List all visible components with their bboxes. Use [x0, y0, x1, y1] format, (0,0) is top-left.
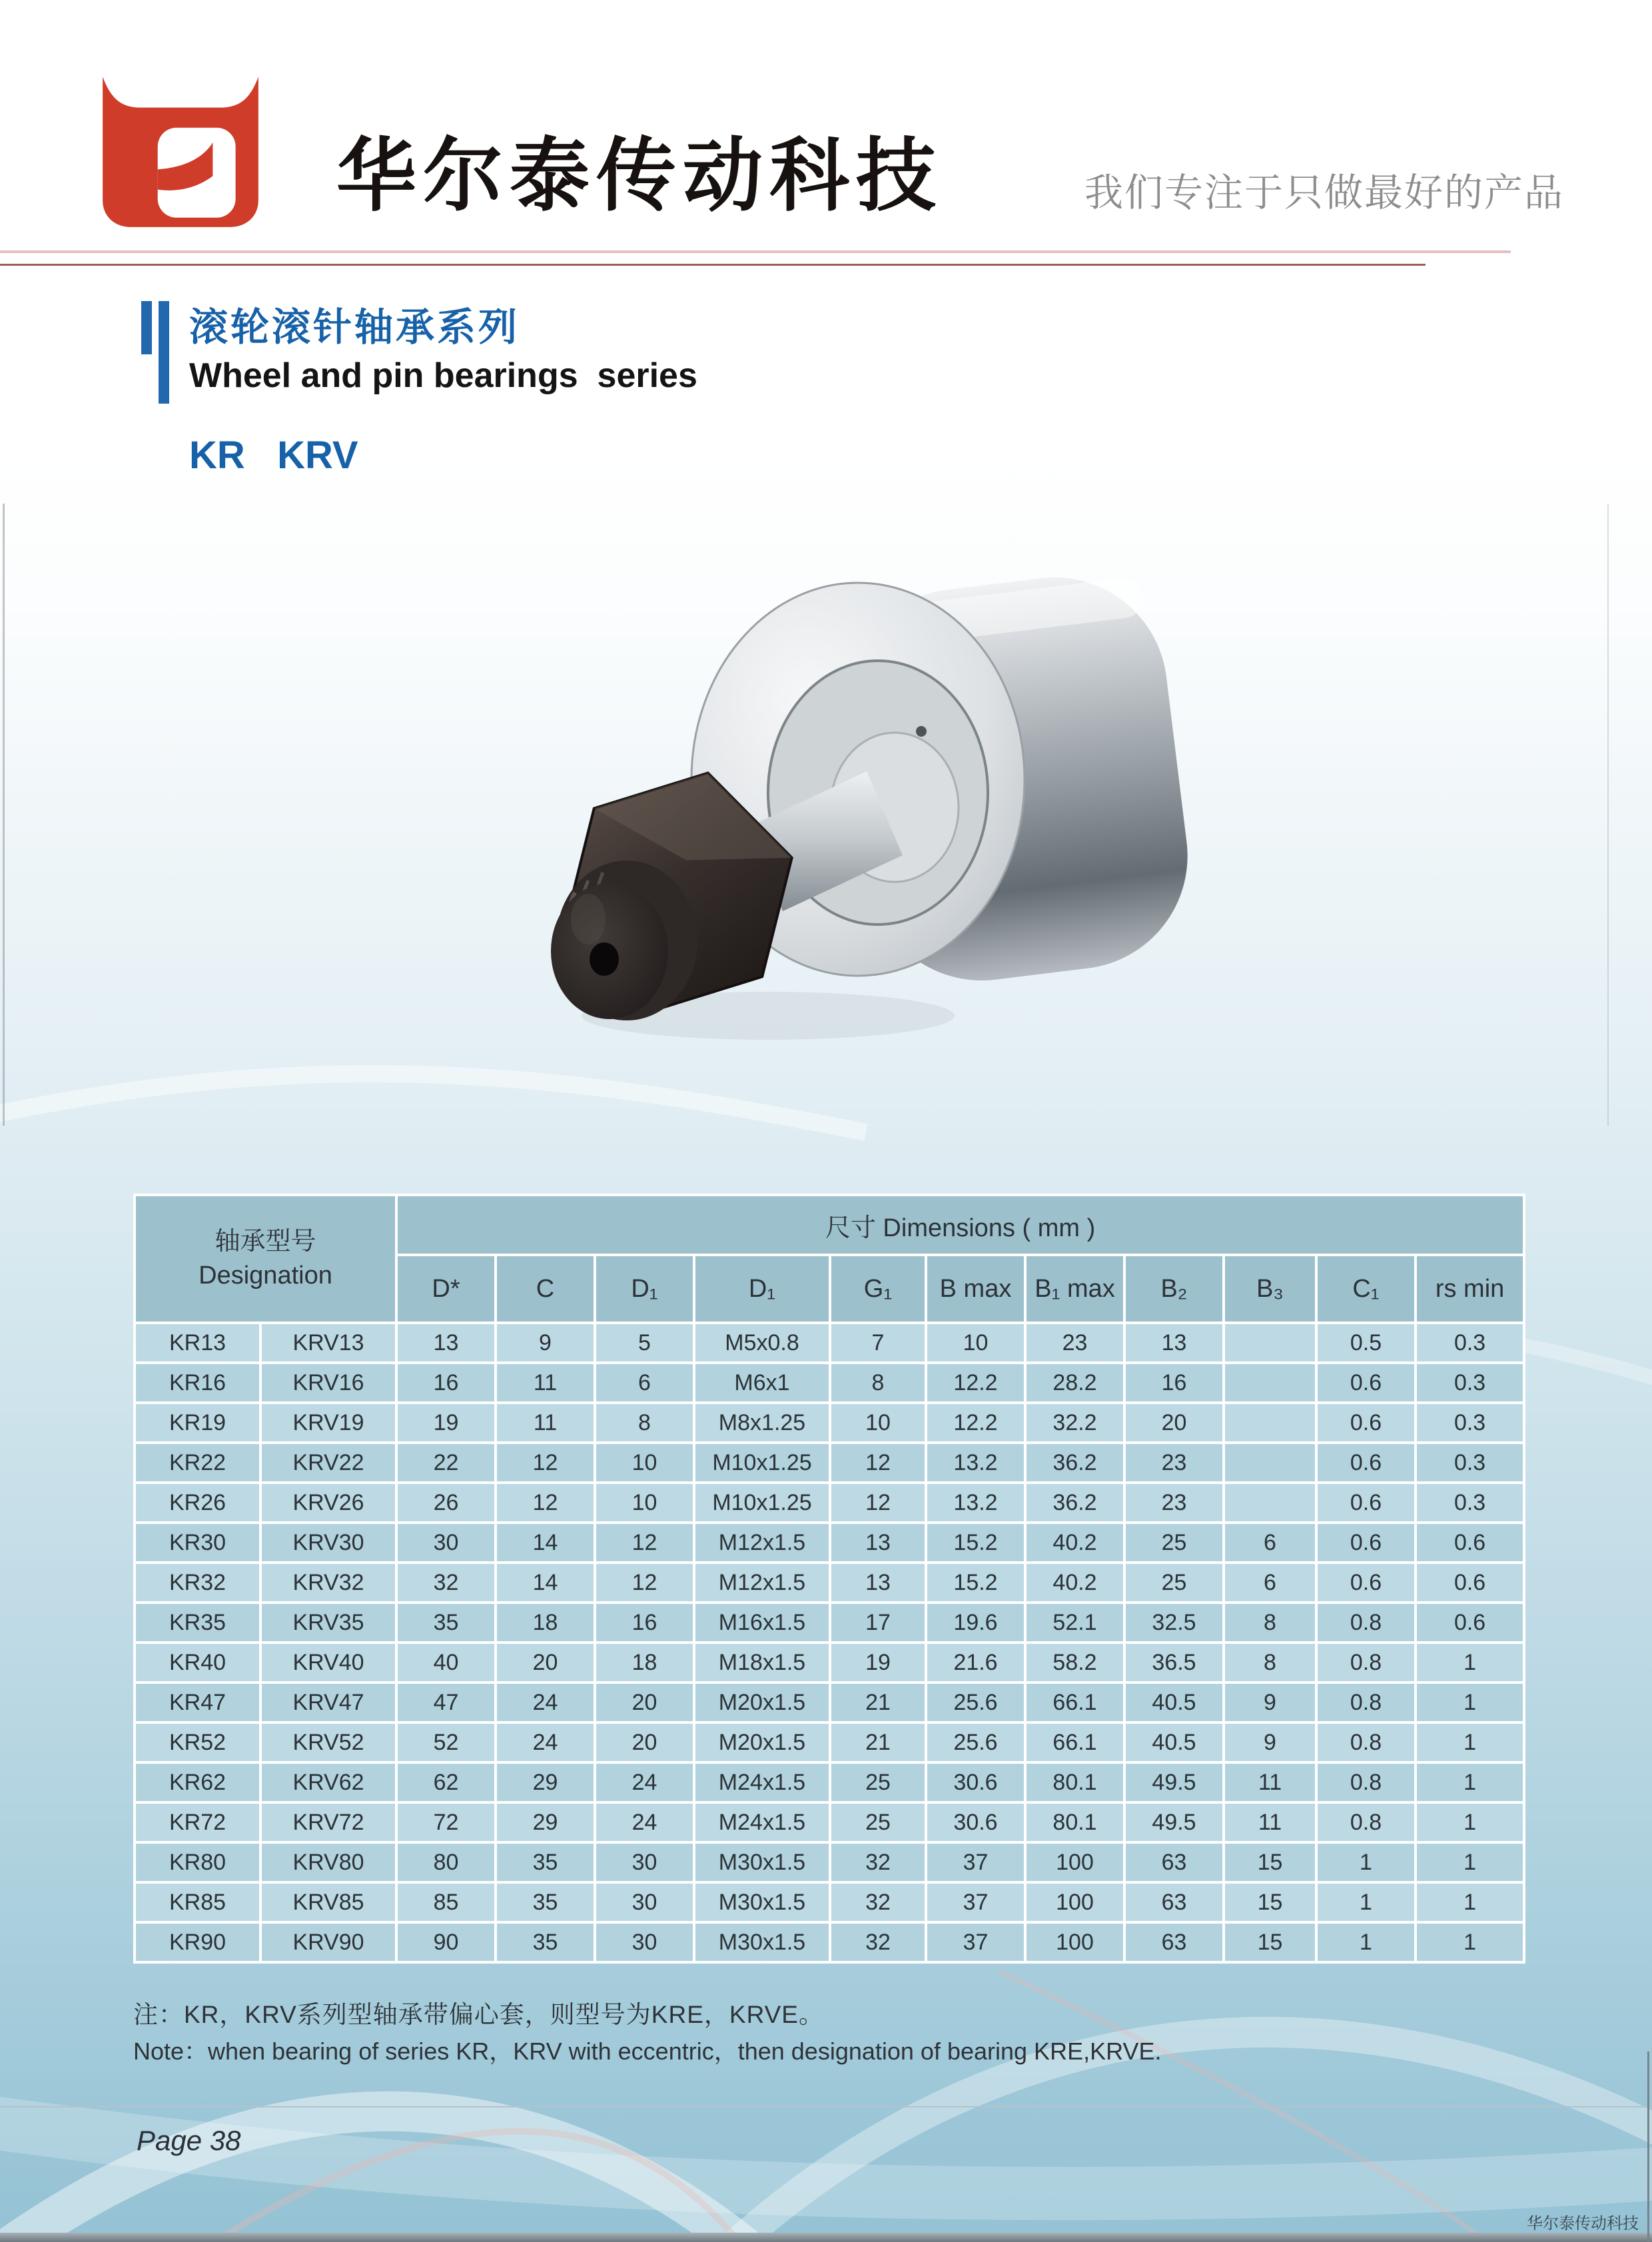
table-cell: 12: [596, 1524, 693, 1561]
table-cell: 36.2: [1027, 1444, 1123, 1481]
table-cell: KRV19: [262, 1404, 395, 1441]
table-cell: M30x1.5: [695, 1884, 829, 1921]
table-cell: 11: [1225, 1764, 1315, 1801]
dimensions-header: 尺寸 Dimensions ( mm ): [398, 1196, 1523, 1254]
note-zh: 注：KR，KRV系列型轴承带偏心套，则型号为KRE，KRVE。: [133, 2001, 824, 2028]
table-row: [136, 1804, 1523, 1841]
table-cell: 20: [596, 1684, 693, 1721]
table-cell: 22: [398, 1444, 494, 1481]
table-cell: 23: [1126, 1484, 1222, 1521]
table-cell: 30: [398, 1524, 494, 1561]
table-cell: 8: [596, 1404, 693, 1441]
table-cell: 80: [398, 1844, 494, 1881]
table-cell: 62: [398, 1764, 494, 1801]
table-cell: KRV40: [262, 1644, 395, 1681]
table-cell: 23: [1126, 1444, 1222, 1481]
table-cell: 0.6: [1318, 1484, 1414, 1521]
table-cell: 25.6: [927, 1724, 1024, 1761]
table-cell: 15: [1225, 1884, 1315, 1921]
table-cell: 8: [1225, 1604, 1315, 1641]
table-cell: 12.2: [927, 1404, 1024, 1441]
series-title-en: Wheel and pin bearings series: [189, 356, 697, 395]
table-cell: M5x0.8: [695, 1324, 829, 1361]
table-header-row-top: [136, 1196, 1523, 1254]
series-models: KR KRV: [189, 434, 358, 477]
table-cell: 12.2: [927, 1364, 1024, 1401]
table-cell: 35: [398, 1604, 494, 1641]
table-cell: KR13: [136, 1324, 259, 1361]
table-cell: M6x1: [695, 1364, 829, 1401]
table-cell: KRV90: [262, 1924, 395, 1961]
table-cell: 17: [831, 1604, 925, 1641]
series-title-zh: 滚轮滚针轴承系列: [189, 306, 520, 349]
table-cell: 30: [596, 1844, 693, 1881]
table-cell: 24: [497, 1724, 594, 1761]
table-cell: 63: [1126, 1884, 1222, 1921]
table-cell: 13.2: [927, 1444, 1024, 1481]
page-right-edge: [1647, 2052, 1649, 2242]
table-cell: 66.1: [1027, 1724, 1123, 1761]
table-cell: 63: [1126, 1924, 1222, 1961]
table-cell: 0.3: [1417, 1324, 1523, 1361]
header-divider-top: [0, 250, 1511, 253]
table-cell: 0.6: [1318, 1444, 1414, 1481]
table-cell: M24x1.5: [695, 1804, 829, 1841]
table-cell: 13.2: [927, 1484, 1024, 1521]
table-row: [136, 1724, 1523, 1761]
table-cell: 32.5: [1126, 1604, 1222, 1641]
footer-divider: [0, 2106, 1652, 2107]
table-cell: 7: [831, 1324, 925, 1361]
table-cell: 32: [831, 1884, 925, 1921]
table-cell: KRV62: [262, 1764, 395, 1801]
footer-watermark: 华尔泰传动科技: [1527, 2215, 1639, 2233]
table-cell: KRV47: [262, 1684, 395, 1721]
table-cell: 6: [1225, 1524, 1315, 1561]
table-cell: 40.5: [1126, 1684, 1222, 1721]
table-cell: 85: [398, 1884, 494, 1921]
table-cell: 9: [1225, 1724, 1315, 1761]
table-cell: 80.1: [1027, 1804, 1123, 1841]
table-cell: 36.2: [1027, 1484, 1123, 1521]
table-cell: 72: [398, 1804, 494, 1841]
table-cell: KRV13: [262, 1324, 395, 1361]
table-cell: 25: [831, 1804, 925, 1841]
table-row: [136, 1484, 1523, 1521]
table-cell: 6: [1225, 1564, 1315, 1601]
table-cell: 0.6: [1417, 1564, 1523, 1601]
table-cell: M20x1.5: [695, 1684, 829, 1721]
designation-header-zh: 轴承型号: [214, 1227, 316, 1256]
designation-header: [136, 1196, 395, 1321]
table-cell: 1: [1417, 1684, 1523, 1721]
table-cell: 49.5: [1126, 1764, 1222, 1801]
table-row: [136, 1324, 1523, 1361]
table-cell: 23: [1027, 1324, 1123, 1361]
table-cell: KR32: [136, 1564, 259, 1601]
column-header: D₁: [596, 1256, 693, 1321]
column-header: B₃: [1225, 1256, 1315, 1321]
table-cell: 21: [831, 1724, 925, 1761]
table-cell: 30: [596, 1924, 693, 1961]
table-body: [136, 1324, 1523, 1961]
table-cell: 20: [497, 1644, 594, 1681]
column-header: D₁: [695, 1256, 829, 1321]
note-en: Note：when bearing of series KR，KRV with eccentric，then designation of bearing KRE,KRVE.: [133, 2038, 1162, 2065]
company-tagline: 我们专注于只做最好的产品: [1084, 171, 1565, 214]
table-cell: KRV80: [262, 1844, 395, 1881]
table-row: [136, 1644, 1523, 1681]
table-cell: 12: [831, 1444, 925, 1481]
table-cell: 32: [831, 1844, 925, 1881]
column-header: C: [497, 1256, 594, 1321]
table-cell: M18x1.5: [695, 1644, 829, 1681]
table-cell: [1225, 1444, 1315, 1481]
table-cell: 1: [1318, 1884, 1414, 1921]
table-cell: 25: [1126, 1524, 1222, 1561]
table-cell: 0.3: [1417, 1484, 1523, 1521]
table-cell: [1225, 1364, 1315, 1401]
table-cell: 24: [596, 1804, 693, 1841]
table-cell: 37: [927, 1884, 1024, 1921]
table-cell: 20: [596, 1724, 693, 1761]
header-divider-bottom: [0, 264, 1426, 266]
table-cell: 0.8: [1318, 1684, 1414, 1721]
table-cell: 90: [398, 1924, 494, 1961]
page-bottom-edge: [0, 2233, 1652, 2242]
table-cell: 0.6: [1417, 1604, 1523, 1641]
table-cell: KR19: [136, 1404, 259, 1441]
table-cell: M10x1.25: [695, 1484, 829, 1521]
table-cell: 63: [1126, 1844, 1222, 1881]
column-header: B₁ max: [1027, 1256, 1123, 1321]
table-cell: KR26: [136, 1484, 259, 1521]
table-cell: 100: [1027, 1884, 1123, 1921]
table-cell: 100: [1027, 1924, 1123, 1961]
table-cell: M24x1.5: [695, 1764, 829, 1801]
table-cell: 9: [497, 1324, 594, 1361]
table-cell: KR90: [136, 1924, 259, 1961]
table-cell: 37: [927, 1844, 1024, 1881]
table-cell: 32: [398, 1564, 494, 1601]
table-cell: 12: [596, 1564, 693, 1601]
table-cell: 0.6: [1318, 1364, 1414, 1401]
table-cell: 10: [927, 1324, 1024, 1361]
table-cell: 15.2: [927, 1564, 1024, 1601]
table-cell: M16x1.5: [695, 1604, 829, 1641]
company-logo: [93, 69, 268, 230]
table-cell: 100: [1027, 1844, 1123, 1881]
bearing-product-photo: [548, 573, 1228, 1052]
table-cell: KRV32: [262, 1564, 395, 1601]
table-cell: 12: [497, 1484, 594, 1521]
table-row: [136, 1564, 1523, 1601]
table-row: [136, 1524, 1523, 1561]
table-cell: 15: [1225, 1924, 1315, 1961]
table-cell: KRV35: [262, 1604, 395, 1641]
table-cell: 26: [398, 1484, 494, 1521]
table-cell: 30.6: [927, 1804, 1024, 1841]
table-cell: 11: [497, 1404, 594, 1441]
table-cell: KR22: [136, 1444, 259, 1481]
table-cell: 13: [1126, 1324, 1222, 1361]
table-row: [136, 1924, 1523, 1961]
column-header: D*: [398, 1256, 494, 1321]
table-cell: KRV52: [262, 1724, 395, 1761]
table-cell: 29: [497, 1804, 594, 1841]
table-row: [136, 1764, 1523, 1801]
table-cell: KR72: [136, 1804, 259, 1841]
column-header: C₁: [1318, 1256, 1414, 1321]
table-cell: 30: [596, 1884, 693, 1921]
table-cell: 19: [398, 1404, 494, 1441]
table-cell: 40.5: [1126, 1724, 1222, 1761]
table-cell: 30.6: [927, 1764, 1024, 1801]
table-row: [136, 1404, 1523, 1441]
table-row: [136, 1444, 1523, 1481]
table-cell: 8: [831, 1364, 925, 1401]
table-cell: 13: [831, 1524, 925, 1561]
table-cell: 52.1: [1027, 1604, 1123, 1641]
table-row: [136, 1884, 1523, 1921]
table-cell: 10: [831, 1404, 925, 1441]
table-cell: 15: [1225, 1844, 1315, 1881]
product-photo-panel: [3, 504, 1609, 1126]
table-cell: 1: [1417, 1804, 1523, 1841]
table-cell: 36.5: [1126, 1644, 1222, 1681]
table-cell: 16: [398, 1364, 494, 1401]
table-cell: 0.8: [1318, 1604, 1414, 1641]
table-cell: 35: [497, 1924, 594, 1961]
table-cell: KR62: [136, 1764, 259, 1801]
table-cell: 40.2: [1027, 1524, 1123, 1561]
table-cell: 14: [497, 1524, 594, 1561]
table-cell: 9: [1225, 1684, 1315, 1721]
table-cell: 1: [1318, 1844, 1414, 1881]
table-cell: 12: [497, 1444, 594, 1481]
table-cell: 16: [596, 1604, 693, 1641]
table-cell: 29: [497, 1764, 594, 1801]
table-cell: 0.5: [1318, 1324, 1414, 1361]
table-cell: 11: [1225, 1804, 1315, 1841]
table-cell: 0.6: [1318, 1564, 1414, 1601]
table-cell: 11: [497, 1364, 594, 1401]
table-cell: 0.6: [1318, 1524, 1414, 1561]
table-cell: 0.6: [1417, 1524, 1523, 1561]
table-cell: 16: [1126, 1364, 1222, 1401]
table-cell: 1: [1417, 1884, 1523, 1921]
column-header: B max: [927, 1256, 1024, 1321]
column-header: G₁: [831, 1256, 925, 1321]
table-cell: 13: [831, 1564, 925, 1601]
dimensions-table: [133, 1194, 1525, 1964]
table-cell: 58.2: [1027, 1644, 1123, 1681]
table-cell: 25.6: [927, 1684, 1024, 1721]
table-cell: KR85: [136, 1884, 259, 1921]
table-cell: 37: [927, 1924, 1024, 1961]
table-row: [136, 1844, 1523, 1881]
table-cell: 1: [1417, 1844, 1523, 1881]
table-cell: 32.2: [1027, 1404, 1123, 1441]
table-cell: 0.8: [1318, 1644, 1414, 1681]
table-cell: M12x1.5: [695, 1524, 829, 1561]
table-cell: [1225, 1484, 1315, 1521]
table-cell: 8: [1225, 1644, 1315, 1681]
table-cell: KRV16: [262, 1364, 395, 1401]
table-cell: 52: [398, 1724, 494, 1761]
table-cell: KR35: [136, 1604, 259, 1641]
table-cell: 35: [497, 1884, 594, 1921]
table-cell: 40: [398, 1644, 494, 1681]
table-cell: 1: [1417, 1644, 1523, 1681]
logo-mark-icon: [93, 69, 268, 230]
table-cell: 1: [1417, 1724, 1523, 1761]
table-cell: KR16: [136, 1364, 259, 1401]
table-cell: 1: [1417, 1924, 1523, 1961]
table-cell: KR47: [136, 1684, 259, 1721]
table-cell: KR30: [136, 1524, 259, 1561]
table-cell: [1225, 1404, 1315, 1441]
table-cell: 18: [497, 1604, 594, 1641]
title-accent-bar-short: [141, 301, 152, 354]
table-cell: M30x1.5: [695, 1924, 829, 1961]
column-header: B₂: [1126, 1256, 1222, 1321]
table-cell: 24: [497, 1684, 594, 1721]
table-cell: 0.8: [1318, 1804, 1414, 1841]
table-cell: 21.6: [927, 1644, 1024, 1681]
table-cell: 12: [831, 1484, 925, 1521]
table-cell: KRV72: [262, 1804, 395, 1841]
table-cell: 0.8: [1318, 1764, 1414, 1801]
table-cell: 10: [596, 1444, 693, 1481]
table-cell: 10: [596, 1484, 693, 1521]
table-cell: 35: [497, 1844, 594, 1881]
table-cell: 5: [596, 1324, 693, 1361]
table-cell: M10x1.25: [695, 1444, 829, 1481]
table-cell: 1: [1318, 1924, 1414, 1961]
table-cell: 15.2: [927, 1524, 1024, 1561]
table-cell: 25: [1126, 1564, 1222, 1601]
table-cell: 0.8: [1318, 1724, 1414, 1761]
designation-header-en: Designation: [199, 1262, 332, 1290]
table-cell: 19.6: [927, 1604, 1024, 1641]
table-cell: 66.1: [1027, 1684, 1123, 1721]
table-cell: 0.3: [1417, 1404, 1523, 1441]
table-cell: 49.5: [1126, 1804, 1222, 1841]
table-cell: M30x1.5: [695, 1844, 829, 1881]
table-cell: 24: [596, 1764, 693, 1801]
table-cell: 20: [1126, 1404, 1222, 1441]
table-cell: 28.2: [1027, 1364, 1123, 1401]
table-cell: M8x1.25: [695, 1404, 829, 1441]
table-cell: 21: [831, 1684, 925, 1721]
table-cell: KR52: [136, 1724, 259, 1761]
table-cell: 25: [831, 1764, 925, 1801]
table-cell: M20x1.5: [695, 1724, 829, 1761]
table-cell: KR40: [136, 1644, 259, 1681]
table-cell: 1: [1417, 1764, 1523, 1801]
table-cell: 0.3: [1417, 1444, 1523, 1481]
table-cell: 13: [398, 1324, 494, 1361]
table-cell: 14: [497, 1564, 594, 1601]
table-cell: KRV85: [262, 1884, 395, 1921]
table-cell: 0.6: [1318, 1404, 1414, 1441]
table-cell: [1225, 1324, 1315, 1361]
table-row: [136, 1364, 1523, 1401]
table-cell: 18: [596, 1644, 693, 1681]
table-cell: KRV22: [262, 1444, 395, 1481]
table-cell: KRV30: [262, 1524, 395, 1561]
table-row: [136, 1684, 1523, 1721]
table-cell: 32: [831, 1924, 925, 1961]
table-cell: 19: [831, 1644, 925, 1681]
table-row: [136, 1604, 1523, 1641]
table-cell: 80.1: [1027, 1764, 1123, 1801]
table-cell: KRV26: [262, 1484, 395, 1521]
page-number: Page 38: [137, 2125, 241, 2156]
table-cell: KR80: [136, 1844, 259, 1881]
company-name: 华尔泰传动科技: [336, 132, 943, 220]
column-header: rs min: [1417, 1256, 1523, 1321]
title-accent-bar-tall: [159, 301, 169, 404]
table-cell: 6: [596, 1364, 693, 1401]
table-cell: 40.2: [1027, 1564, 1123, 1601]
table-cell: 47: [398, 1684, 494, 1721]
table-cell: M12x1.5: [695, 1564, 829, 1601]
table-cell: 0.3: [1417, 1364, 1523, 1401]
